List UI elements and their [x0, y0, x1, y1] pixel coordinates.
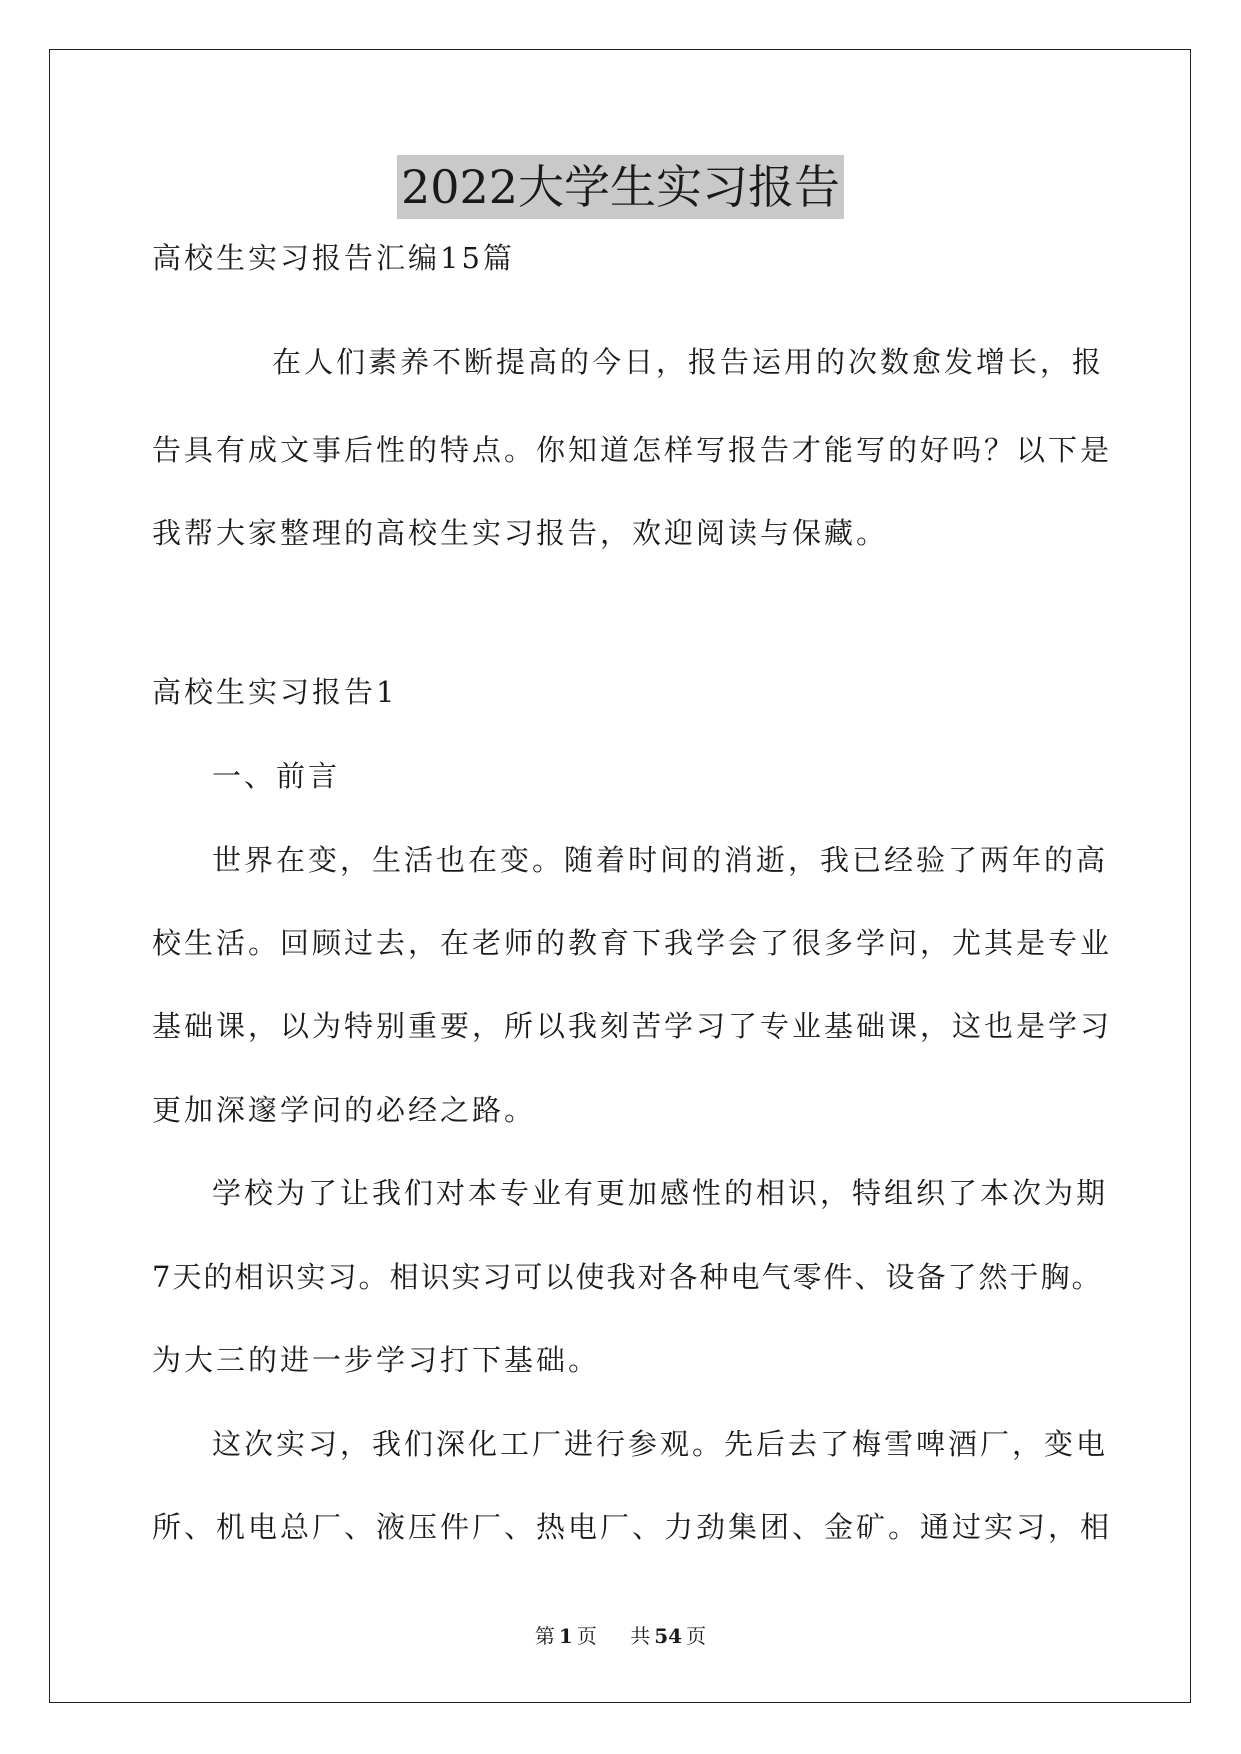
section-heading: 高校生实习报告1	[152, 675, 398, 709]
paragraph-line: 7天的相识实习。相识实习可以使我对各种电气零件、设备了然于胸。	[152, 1260, 1103, 1294]
page-number-label: 第 1 页	[534, 1624, 597, 1648]
title-wrapper	[0, 155, 1241, 219]
paragraph-line: 告具有成文事后性的特点。你知道怎样写报告才能写的好吗？以下是	[152, 433, 1113, 467]
paragraph-line: 这次实习，我们深化工厂进行参观。先后去了梅雪啤酒厂，变电	[212, 1427, 1109, 1461]
subtitle-line: 高校生实习报告汇编15篇	[152, 241, 515, 275]
paragraph-line: 在人们素养不断提高的今日，报告运用的次数愈发增长，报	[272, 345, 1105, 379]
paragraph-line: 所、机电总厂、液压件厂、热电厂、力劲集团、金矿。通过实习，相	[152, 1510, 1113, 1544]
paragraph-line: 为大三的进一步学习打下基础。	[152, 1343, 601, 1377]
subsection-heading: 一、前言	[212, 759, 341, 793]
document-title: 2022大学生实习报告	[397, 155, 844, 219]
paragraph-line: 我帮大家整理的高校生实习报告，欢迎阅读与保藏。	[152, 516, 889, 550]
paragraph-line: 更加深邃学问的必经之路。	[152, 1093, 537, 1127]
paragraph-line: 校生活。回顾过去，在老师的教育下我学会了很多学问，尤其是专业	[152, 926, 1113, 960]
paragraph-line: 基础课，以为特别重要，所以我刻苦学习了专业基础课，这也是学习	[152, 1009, 1113, 1043]
paragraph-line: 世界在变，生活也在变。随着时间的消逝，我已经验了两年的高	[212, 843, 1109, 877]
total-pages-label: 共 54 页	[630, 1624, 707, 1648]
page-footer	[0, 1623, 1241, 1649]
paragraph-line: 学校为了让我们对本专业有更加感性的相识，特组织了本次为期	[212, 1176, 1109, 1210]
